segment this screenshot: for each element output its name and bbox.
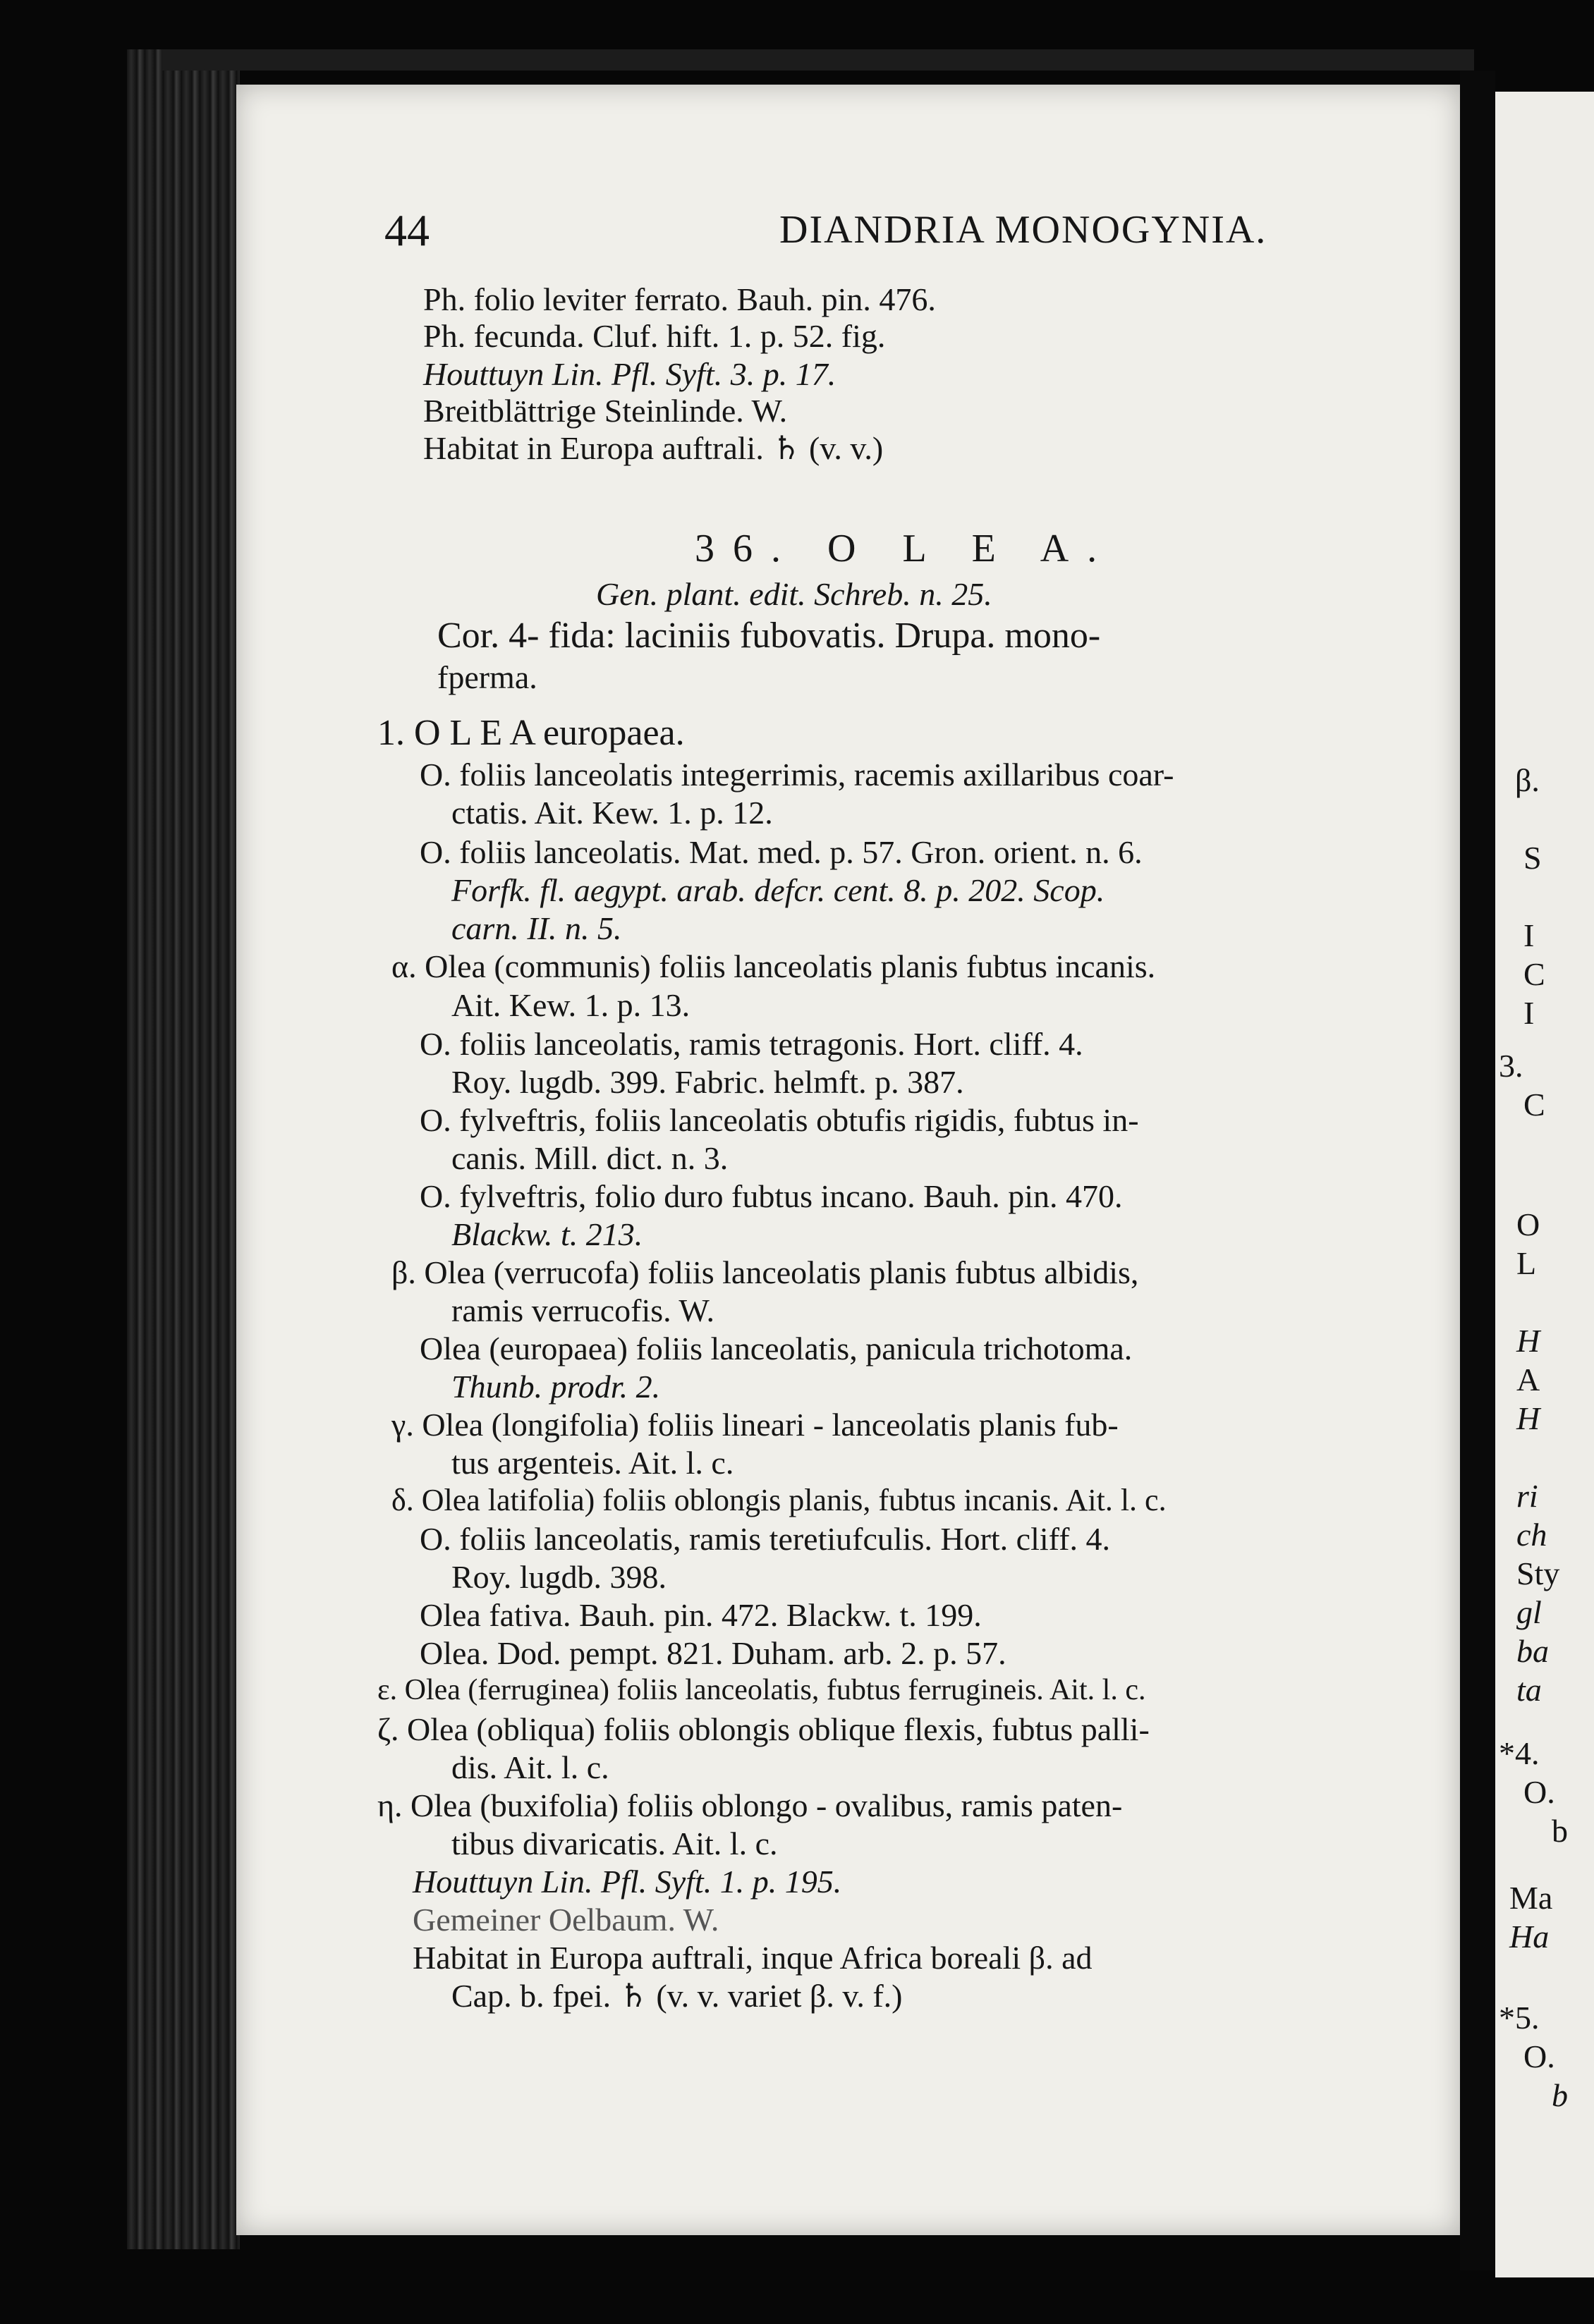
text-line: fperma. <box>437 659 537 695</box>
text-line: Olea. Dod. pempt. 821. Duham. arb. 2. p. 57. <box>420 1635 1006 1671</box>
text-line: Habitat in Europa auftrali. ♄ (v. v.) <box>423 430 884 466</box>
text-line: tus argenteis. Ait. l. c. <box>451 1445 734 1481</box>
genus-reference: Gen. plant. edit. Schreb. n. 25. <box>596 576 992 612</box>
text-line: Roy. lugdb. 398. <box>451 1559 667 1595</box>
text-line: β. Olea (verrucofa) foliis lanceolatis planis fubtus albidis, <box>391 1254 1139 1290</box>
text-line: ε. Olea (ferruginea) foliis lanceolatis, fubtus ferrugineis. Ait. l. c. <box>377 1674 1146 1706</box>
text-line: Ait. Kew. 1. p. 13. <box>451 987 690 1023</box>
page-number: 44 <box>384 205 430 255</box>
text-line: Forfk. fl. aegypt. arab. defcr. cent. 8. p. 202. Scop. <box>451 872 1105 908</box>
text-line: Cap. b. fpei. ♄ (v. v. variet β. v. f.) <box>451 1978 903 2014</box>
fragment-text: O <box>1516 1206 1540 1242</box>
text-line: O. fylveftris, folio duro fubtus incano. Bauh. pin. 470. <box>420 1178 1123 1214</box>
fragment-text: ta <box>1516 1672 1542 1708</box>
facing-page-fragment <box>1495 92 1594 2277</box>
fragment-text: H <box>1516 1323 1540 1359</box>
fragment-text: Ha <box>1509 1919 1550 1955</box>
fragment-text: *5. <box>1499 2000 1540 2036</box>
fragment-text: O. <box>1523 1774 1555 1810</box>
fragment-text: β. <box>1515 762 1540 798</box>
text-line: O. foliis lanceolatis, ramis teretiufculis. Hort. cliff. 4. <box>420 1521 1110 1557</box>
text-line: Houttuyn Lin. Pfl. Syft. 1. p. 195. <box>413 1864 842 1900</box>
text-line: δ. Olea latifolia) foliis oblongis planis, fubtus incanis. Ait. l. c. <box>391 1483 1167 1517</box>
fragment-text: gl <box>1516 1594 1542 1630</box>
book-top-edge <box>162 49 1474 71</box>
book-page <box>236 85 1460 2235</box>
fragment-text: A <box>1516 1362 1540 1398</box>
text-line: O. foliis lanceolatis. Mat. med. p. 57. Gron. orient. n. 6. <box>420 834 1143 870</box>
fragment-text: ba <box>1516 1633 1549 1669</box>
text-line: γ. Olea (longifolia) foliis lineari - lanceolatis planis fub- <box>391 1407 1119 1443</box>
text-line: Blackw. t. 213. <box>451 1216 643 1252</box>
page-header <box>384 204 1372 261</box>
text-line: Olea (europaea) foliis lanceolatis, panicula trichotoma. <box>420 1331 1133 1366</box>
book-spine <box>127 49 240 2249</box>
text-line: ctatis. Ait. Kew. 1. p. 12. <box>451 795 773 831</box>
fragment-text: I <box>1523 917 1535 953</box>
text-line: O. foliis lanceolatis integerrimis, racemis axillaribus coar- <box>420 757 1174 793</box>
text-line: carn. II. n. 5. <box>451 910 622 946</box>
text-line: O. foliis lanceolatis, ramis tetragonis. Hort. cliff. 4. <box>420 1026 1083 1062</box>
text-line: ζ. Olea (obliqua) foliis oblongis oblique flexis, fubtus palli- <box>377 1711 1150 1747</box>
fragment-text: Ma <box>1509 1880 1553 1916</box>
text-line: Gemeiner Oelbaum. W. <box>413 1902 719 1938</box>
genus-character: Cor. 4- fida: laciniis fubovatis. Drupa. mono- <box>437 616 1101 656</box>
fragment-text: O. <box>1523 2038 1555 2074</box>
text-line: tibus divaricatis. Ait. l. c. <box>451 1825 778 1861</box>
text-line: Ph. fecunda. Cluf. hift. 1. p. 52. fig. <box>423 318 886 354</box>
text-line: Breitblättrige Steinlinde. W. <box>423 393 788 429</box>
text-line: Ph. folio leviter ferrato. Bauh. pin. 476. <box>423 281 936 317</box>
species-heading: 1. O L E A europaea. <box>377 713 685 753</box>
text-line: canis. Mill. dict. n. 3. <box>451 1140 729 1176</box>
fragment-text: ch <box>1516 1517 1547 1553</box>
text-line: Houttuyn Lin. Pfl. Syft. 3. p. 17. <box>423 356 836 392</box>
text-line: ramis verrucofis. W. <box>451 1292 715 1328</box>
text-line: Roy. lugdb. 399. Fabric. helmft. p. 387. <box>451 1064 964 1100</box>
fragment-text: b <box>1552 2077 1568 2113</box>
fragment-text: H <box>1516 1400 1540 1436</box>
fragment-text: Sty <box>1516 1555 1560 1591</box>
genus-heading: 36. O L E A. <box>695 527 1116 570</box>
fragment-text: C <box>1523 956 1545 992</box>
fragment-text: L <box>1516 1245 1537 1281</box>
fragment-text: C <box>1523 1087 1545 1123</box>
text-line: η. Olea (buxifolia) foliis oblongo - ovalibus, ramis paten- <box>377 1787 1123 1823</box>
fragment-text: *4. <box>1499 1735 1540 1771</box>
text-line: Olea fativa. Bauh. pin. 472. Blackw. t. 199. <box>420 1597 982 1633</box>
fragment-text: ri <box>1516 1478 1538 1514</box>
fragment-text: b <box>1552 1813 1568 1849</box>
fragment-text: I <box>1523 995 1535 1031</box>
gutter-shadow <box>1460 71 1495 2270</box>
fragment-text: S <box>1523 840 1542 876</box>
text-line: O. fylveftris, foliis lanceolatis obtufis rigidis, fubtus in- <box>420 1102 1139 1138</box>
text-line: dis. Ait. l. c. <box>451 1749 609 1785</box>
running-head: DIANDRIA MONOGYNIA. <box>779 208 1267 252</box>
text-line: Habitat in Europa auftrali, inque Africa boreali β. ad <box>413 1940 1093 1976</box>
fragment-text: 3. <box>1499 1048 1523 1084</box>
text-line: α. Olea (communis) foliis lanceolatis planis fubtus incanis. <box>391 948 1156 984</box>
text-line: Thunb. prodr. 2. <box>451 1369 661 1405</box>
